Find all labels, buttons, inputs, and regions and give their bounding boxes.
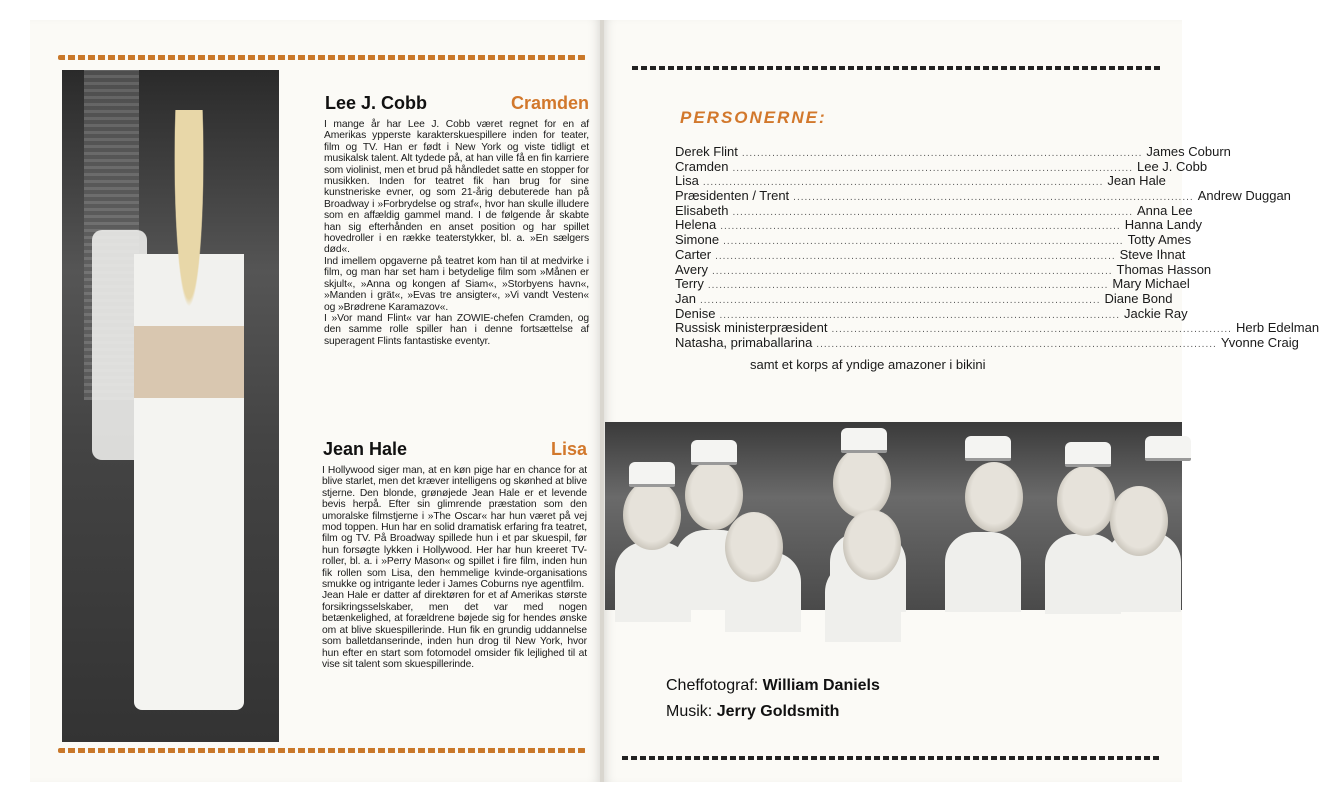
- actor1-heading: [325, 93, 589, 115]
- leader-dots: ..........................................................................................................: [732, 162, 1133, 174]
- cast-role: Derek Flint: [675, 144, 738, 159]
- photo-cap: [965, 436, 1011, 461]
- cast-row: [675, 202, 1193, 219]
- cast-role: Simone: [675, 232, 720, 248]
- actor2-name: Jean Hale: [323, 439, 408, 459]
- cast-role: Helena: [675, 217, 717, 233]
- cast-actor: Andrew Duggan: [1197, 188, 1291, 204]
- cast-row: [675, 173, 1166, 189]
- cast-actor: Anna Lee: [1137, 202, 1193, 218]
- leader-dots: ..........................................................................................................: [793, 192, 1194, 204]
- photo-face: [843, 510, 901, 580]
- cast-actor: James Coburn: [1146, 144, 1231, 159]
- photo-face: [965, 462, 1023, 532]
- extras-line: samt et korps af yndige amazoner i bikini: [750, 357, 986, 372]
- credit-label: Cheffotograf:: [666, 677, 759, 694]
- leader-dots: ..........................................................................................................: [702, 177, 1104, 189]
- leader-dots: ..........................................................................................................: [723, 236, 1124, 248]
- photo-cap: [1145, 436, 1191, 461]
- leader-dots: ..........................................................................................................: [707, 280, 1109, 292]
- cast-row: [675, 276, 1190, 292]
- credit-label: Musik:: [666, 703, 713, 720]
- cast-actor: Herb Edelman: [1235, 320, 1319, 336]
- actor1-bio: [324, 119, 589, 347]
- cast-row: [675, 305, 1188, 322]
- photo-face: [725, 512, 783, 582]
- cast-row: [675, 334, 1299, 351]
- cast-row: [675, 217, 1203, 233]
- credit-music: [666, 703, 839, 721]
- leader-dots: ..........................................................................................................: [719, 309, 1120, 321]
- photo-cap: [1065, 442, 1111, 467]
- group-photo: [605, 422, 1182, 610]
- leader-dots: ..........................................................................................................: [816, 338, 1217, 350]
- leader-dots: ..........................................................................................................: [732, 206, 1133, 218]
- photo-cap: [841, 428, 887, 453]
- credit-cinematographer: [666, 677, 880, 695]
- cast-actor: Totty Ames: [1127, 232, 1192, 248]
- actress-photo: [62, 70, 279, 742]
- cast-role: Russisk ministerpræsident: [675, 320, 828, 336]
- photo-cap: [629, 462, 675, 487]
- cast-role: Terry: [675, 276, 704, 292]
- cast-heading: PERSONERNE:: [680, 108, 827, 127]
- actor2-role: Lisa: [550, 439, 587, 459]
- cast-role: Denise: [675, 305, 716, 321]
- cast-role: Jan: [675, 290, 696, 306]
- credit-value: William Daniels: [762, 677, 880, 694]
- bottom-black-rule: [622, 756, 1160, 760]
- cast-actor: Hanna Landy: [1124, 217, 1203, 233]
- cast-actor: Thomas Hasson: [1116, 261, 1212, 277]
- photo-person: [945, 532, 1021, 612]
- cast-role: Præsidenten / Trent: [675, 188, 790, 204]
- actor2-bio-p2: Jean Hale er datter af direktøren for et af Amerikas største forsikringsselskaber, men det var med nogen betænkelighed, at forældrene bøjede sig for hendes ønske om at blive skuespillerinde. Hun fik en grundig uddannelse som balletdanserinde, inden hun drog til New York, hvor hun efter en start som fotomodel omsider fik lejlighed til at vise sit talent som skuespillerinde.: [322, 590, 587, 670]
- cast-row: [675, 320, 1319, 336]
- cast-actor: Lee J. Cobb: [1136, 158, 1208, 174]
- cast-row: [675, 261, 1212, 278]
- leader-dots: ..........................................................................................................: [720, 221, 1121, 233]
- cast-row: [675, 188, 1291, 204]
- actor1-name: Lee J. Cobb: [325, 93, 428, 113]
- cast-role: Elisabeth: [675, 202, 729, 218]
- leader-dots: ..........................................................................................................: [712, 265, 1113, 277]
- credit-value: Jerry Goldsmith: [716, 703, 840, 720]
- bottom-orange-rule: [58, 748, 586, 753]
- leader-dots: ..........................................................................................................: [741, 148, 1143, 159]
- top-orange-rule: [58, 55, 586, 60]
- cast-role: Natasha, primaballarina: [675, 334, 813, 350]
- cast-row: [675, 290, 1173, 307]
- cast-actor: Jean Hale: [1107, 173, 1166, 189]
- right-page: [604, 20, 1182, 782]
- cast-role: Carter: [675, 246, 712, 262]
- cast-actor: Jackie Ray: [1123, 305, 1188, 321]
- cast-list: [675, 144, 1319, 351]
- actor1-bio-p1: I mange år har Lee J. Cobb været regnet for en af Amerikas ypperste karakterskuespillere inden for teater, film og TV. Han er født i New York og viste tidligt et musikalsk talent. Alt tydede på, at han ville få en fin karriere som violinist, men et brud på håndledet satte en stopper for musikken. Inden for teatret fik han brug for sine kunstneriske evner, og som 21-årig debuterede han på Broadway i »Forbrydelse og straf«, hvor han skulle illudere som en affældig gammel mand. I de følgende år skabte han sig efterhånden en anset position og har spillet hovedroller i en række teaterstykker, bl. a. »En sælgers død«.: [324, 119, 589, 256]
- leader-dots: ..........................................................................................................: [699, 294, 1101, 306]
- cast-row: [675, 158, 1208, 175]
- actor2-bio: [322, 465, 587, 670]
- leader-dots: ..........................................................................................................: [831, 324, 1232, 336]
- cast-role: Cramden: [675, 158, 729, 174]
- photo-face: [833, 448, 891, 518]
- photo-face: [623, 480, 681, 550]
- actor1-bio-p2: Ind imellem opgaverne på teatret kom han til at medvirke i film, og man har set ham i betydelige film som »Månen er skjult«, »Anna og kongen af Siam«, »Storbyens havn«, »Manden i grät«, »Evas tre ansigter«, »Vi vandt Vesten« og »Brødrene Karamazov«.: [324, 255, 589, 313]
- top-black-rule: [632, 66, 1160, 70]
- cast-row: [675, 232, 1192, 248]
- cast-actor: Yvonne Craig: [1220, 334, 1299, 350]
- photo-face: [1057, 466, 1115, 536]
- actor1-role: Cramden: [510, 93, 589, 113]
- cast-actor: Steve Ihnat: [1119, 246, 1186, 262]
- cast-role: Lisa: [675, 173, 699, 189]
- cast-role: Avery: [675, 261, 708, 277]
- cast-actor: Diane Bond: [1104, 290, 1173, 306]
- actor2-heading: [323, 439, 587, 461]
- cast-row: [675, 246, 1186, 263]
- photo-face: [1110, 486, 1168, 556]
- actor1-bio-p3: I »Vor mand Flint« var han ZOWIE-chefen Cramden, og den samme rolle spiller han i denne fortsættelse af superagent Flints fantastiske eventyr.: [324, 312, 589, 347]
- actor2-bio-p1: I Hollywood siger man, at en køn pige har en chance for at blive starlet, men det kræver intelligens og skønhed at blive stjerne. Den blonde, grønøjede Jean Hale er et levende bevis herpå. Efter sin glimrende præstation som den umoralske filmstjerne i »The Oscar« har hun været på vej mod toppen. Hun har en solid dramatisk erfaring fra teatret, film og TV. På Broadway spillede hun i et par skuespil, før hun forsøgte lykken i Hollywood. Her har hun kreeret TV-roller, bl. a. i »Perry Mason« og spillet i fire film, inden hun fik rollen som Lisa, den hemmelige kvinde-organisations smukke og intrigante leder i James Coburns nye agentfilm.: [322, 465, 587, 591]
- photo-cap: [691, 440, 737, 465]
- cast-row: [675, 144, 1231, 160]
- leader-dots: ..........................................................................................................: [715, 250, 1116, 262]
- cast-actor: Mary Michael: [1112, 276, 1190, 292]
- photo-figure: [134, 110, 244, 710]
